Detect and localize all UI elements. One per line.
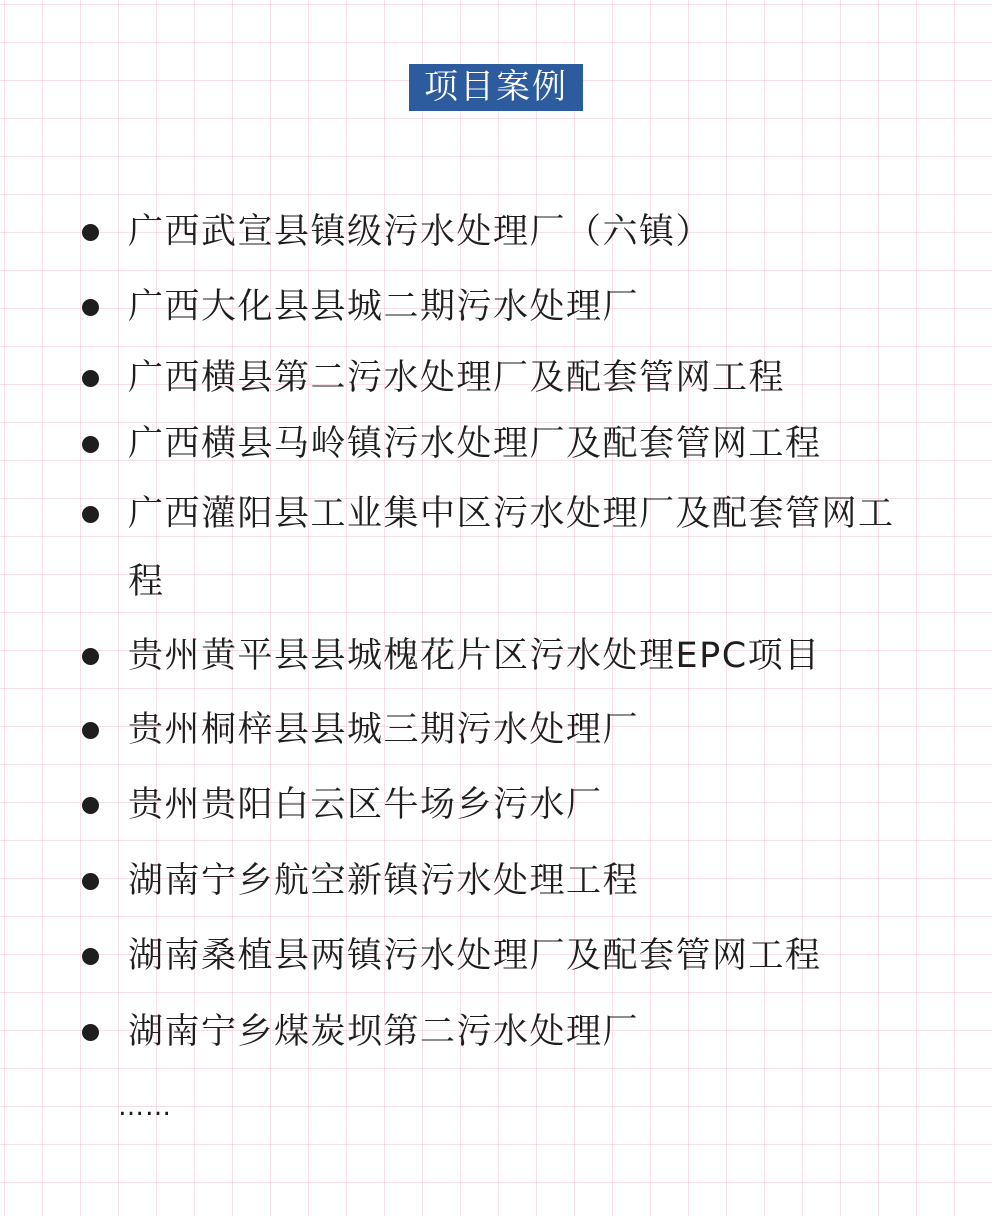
case-text: 广西横县第二污水处理厂及配套管网工程 (128, 358, 786, 398)
bullet-icon (82, 506, 99, 523)
bullet-icon (82, 948, 99, 965)
case-text: 湖南宁乡航空新镇污水处理工程 (128, 861, 640, 901)
case-text: 贵州黄平县县城槐花片区污水处理EPC项目 (128, 636, 821, 676)
case-text: 广西灌阳县工业集中区污水处理厂及配套管网工程 (128, 494, 895, 602)
case-text: 湖南宁乡煤炭坝第二污水处理厂 (128, 1012, 640, 1052)
bullet-icon (82, 436, 99, 453)
case-text: 湖南桑植县两镇污水处理厂及配套管网工程 (128, 936, 822, 976)
case-text: 广西武宣县镇级污水处理厂（六镇） (128, 212, 713, 252)
bullet-icon (82, 873, 99, 890)
case-text: 广西大化县县城二期污水处理厂 (128, 287, 640, 327)
case-text: 贵州桐梓县县城三期污水处理厂 (128, 710, 640, 750)
case-text: 广西横县马岭镇污水处理厂及配套管网工程 (128, 424, 822, 464)
bullet-icon (82, 1024, 99, 1041)
section-title-badge: 项目案例 (409, 64, 583, 111)
bullet-icon (82, 299, 99, 316)
more-ellipsis: …… (118, 1092, 172, 1122)
bullet-icon (82, 797, 99, 814)
bullet-icon (82, 648, 99, 665)
bullet-icon (82, 224, 99, 241)
bullet-icon (82, 370, 99, 387)
bullet-icon (82, 722, 99, 739)
case-text: 贵州贵阳白云区牛场乡污水厂 (128, 785, 603, 825)
